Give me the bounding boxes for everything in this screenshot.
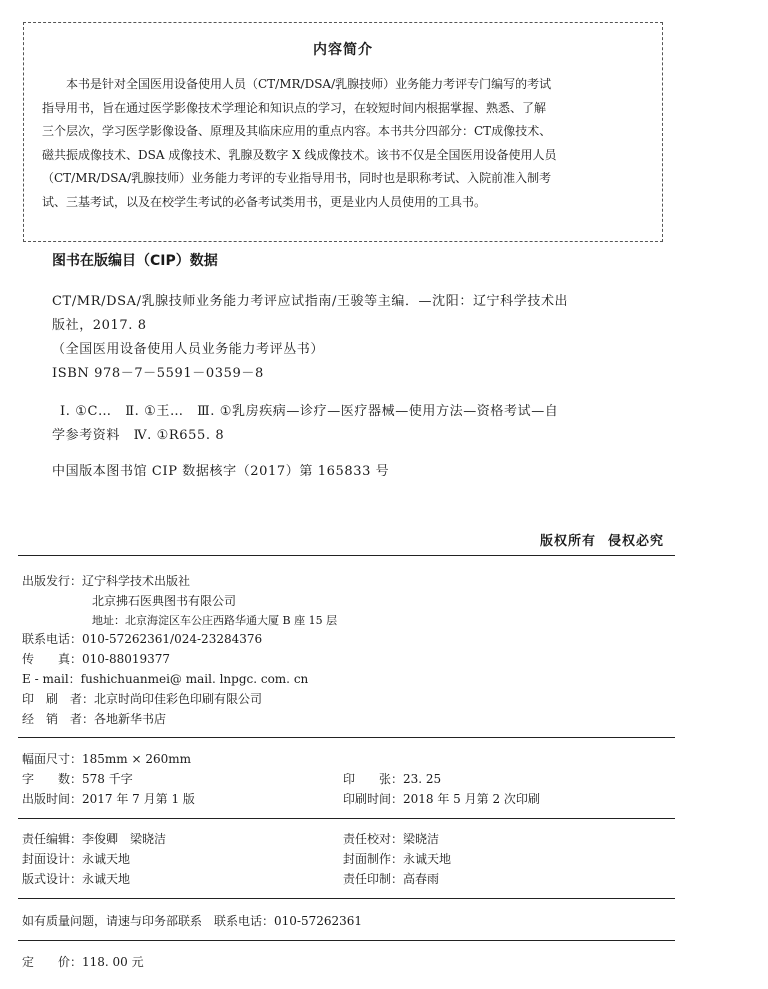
cip-number: 中国版本图书馆 CIP 数据核字（2017）第 165833 号 xyxy=(52,464,390,479)
words-row xyxy=(22,770,133,787)
email-row xyxy=(22,670,308,687)
cip-classification: Ⅰ. ①C… Ⅱ. ①王… Ⅲ. ①乳房疾病—诊疗—医疗器械—使用方法—资格考试—自 xyxy=(60,404,559,419)
publisher-name: 辽宁科学技术出版社 xyxy=(82,574,191,588)
divider xyxy=(18,898,675,899)
publisher-row xyxy=(22,572,190,589)
words-value: 578 千字 xyxy=(82,772,133,786)
printtime-value: 2018 年 5 月第 2 次印刷 xyxy=(403,792,540,806)
email-label: E - mail： xyxy=(22,672,81,686)
layout-value: 永诚天地 xyxy=(82,872,131,886)
cover-row xyxy=(22,850,130,867)
printtime-row xyxy=(343,790,540,807)
cover-value: 永诚天地 xyxy=(82,852,131,866)
printer-row xyxy=(22,690,262,707)
printer-value: 北京时尚印佳彩色印刷有限公司 xyxy=(94,692,263,706)
printresp-value: 高春雨 xyxy=(403,872,440,886)
cover-label: 封面设计： xyxy=(22,852,83,866)
publisher-co: 北京拂石医典图书有限公司 xyxy=(92,594,237,608)
pubtime-value: 2017 年 7 月第 1 版 xyxy=(82,792,195,806)
cip-line: CT/MR/DSA/乳腺技师业务能力考评应试指南/王骏等主编．—沈阳：辽宁科学技术出 xyxy=(52,294,569,309)
proof-value: 梁晓洁 xyxy=(403,832,440,846)
summary-line: 本书是针对全国医用设备使用人员（CT/MR/DSA/乳腺技师）业务能力考评专门编写的考试 xyxy=(66,77,552,91)
piracy-warning: 侵权必究 xyxy=(607,534,664,549)
summary-line: 试、三基考试，以及在校学生考试的必备考试类用书，更是业内人员使用的工具书。 xyxy=(42,194,487,209)
cip-heading: 图书在版编目（CIP）数据 xyxy=(52,253,218,269)
distributor-row xyxy=(22,710,166,727)
phone-row xyxy=(22,630,262,647)
price-value: 118. 00 元 xyxy=(82,955,144,969)
covermake-row xyxy=(343,850,451,867)
layout-label: 版式设计： xyxy=(22,872,83,886)
fax-row xyxy=(22,650,170,667)
printresp-row xyxy=(343,870,439,887)
phone-label: 联系电话： xyxy=(22,632,83,646)
summary-body xyxy=(42,73,646,214)
printer-label: 印 刷 者： xyxy=(22,692,95,706)
publisher-label: 出版发行： xyxy=(22,574,83,588)
sheets-label: 印 张： xyxy=(343,772,404,786)
covermake-value: 永诚天地 xyxy=(403,852,452,866)
editor-value: 李俊卿 梁晓洁 xyxy=(82,832,167,846)
cip-classification-cont: 学参考资料 Ⅳ. ①R655. 8 xyxy=(52,428,225,443)
printresp-label: 责任印制： xyxy=(343,872,404,886)
pubtime-row xyxy=(22,790,195,807)
sheets-row xyxy=(343,770,441,787)
price-label: 定 价： xyxy=(22,955,83,969)
summary-box xyxy=(23,22,663,242)
covermake-label: 封面制作： xyxy=(343,852,404,866)
divider xyxy=(18,737,675,738)
distributor-value: 各地新华书店 xyxy=(94,712,167,726)
summary-line: 三个层次，学习医学影像设备、原理及其临床应用的重点内容。本书共分四部分：CT成像技术、 xyxy=(42,124,552,138)
fax-value: 010-88019377 xyxy=(82,652,171,666)
proof-row xyxy=(343,830,439,847)
size-label: 幅面尺寸： xyxy=(22,752,83,766)
size-row xyxy=(22,750,191,767)
editor-label: 责任编辑： xyxy=(22,832,83,846)
rights-reserved: 版权所有 xyxy=(539,534,596,549)
sheets-value: 23. 25 xyxy=(403,772,442,786)
publisher-address: 地址：北京海淀区车公庄西路华通大厦 B 座 15 层 xyxy=(92,614,338,627)
printtime-label: 印刷时间： xyxy=(343,792,404,806)
summary-title: 内容简介 xyxy=(313,42,373,58)
size-value: 185mm × 260mm xyxy=(82,752,192,766)
pubtime-label: 出版时间： xyxy=(22,792,83,806)
summary-line: 指导用书，旨在通过医学影像技术学理论和知识点的学习，在较短时间内根据掌握、熟悉、了解 xyxy=(42,100,547,115)
cip-line: 版社，2017. 8 xyxy=(52,318,147,333)
cip-line: （全国医用设备使用人员业务能力考评丛书） xyxy=(52,342,325,357)
layout-row xyxy=(22,870,130,887)
copyright-notice xyxy=(528,530,664,549)
summary-line: 磁共振成像技术、DSA 成像技术、乳腺及数字 X 线成像技术。该书不仅是全国医用设备使用人员 xyxy=(42,147,557,162)
price-row xyxy=(22,953,144,970)
quality-notice: 如有质量问题，请速与印务部联系 联系电话：010-57262361 xyxy=(22,914,363,928)
editor-row xyxy=(22,830,166,847)
summary-line: （CT/MR/DSA/乳腺技师）业务能力考评的专业指导用书，同时也是职称考试、入院前准入制考 xyxy=(42,171,552,185)
proof-label: 责任校对： xyxy=(343,832,404,846)
words-label: 字 数： xyxy=(22,772,83,786)
phone-value: 010-57262361/024-23284376 xyxy=(82,632,263,646)
divider xyxy=(18,555,675,556)
divider xyxy=(18,818,675,819)
fax-label: 传 真： xyxy=(22,652,83,666)
divider xyxy=(18,940,675,941)
distributor-label: 经 销 者： xyxy=(22,712,95,726)
email-value: fushichuanmei@ mail. lnpgc. com. cn xyxy=(80,672,309,686)
cip-isbn: ISBN 978－7－5591－0359－8 xyxy=(52,366,264,381)
